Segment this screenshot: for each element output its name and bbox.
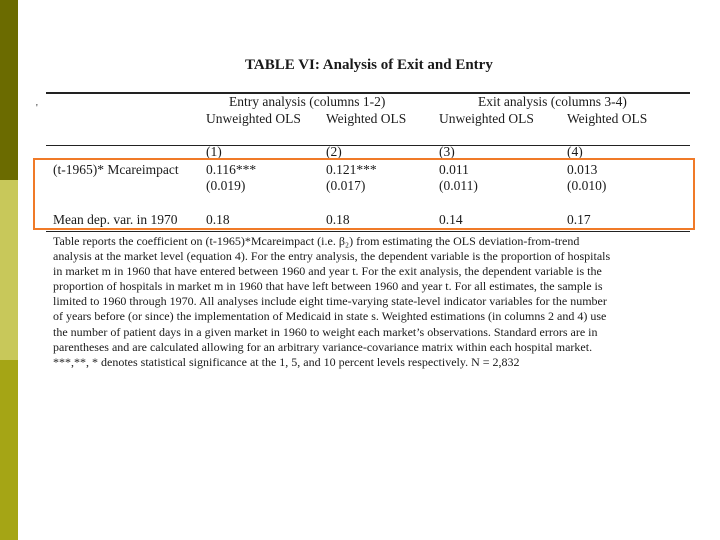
table-cell: 0.116*** — [206, 162, 257, 177]
table-cell: 0.18 — [326, 212, 350, 227]
note-line: analysis at the market level (equation 4). For the entry analysis, the dependent variable is the proportion of hospitals — [53, 249, 611, 264]
sidebar-band-top — [0, 0, 18, 180]
note-line: limited to 1960 through 1970. All analyses include eight time-varying state-level indicator variables for the number — [53, 294, 607, 309]
note-line: proportion of hospitals in market m in 1960 that have left between 1960 and year t. For all estimates, the sample is — [53, 279, 603, 294]
note-line: ***,**, * denotes statistical significance at the 1, 5, and 10 percent levels respectively. N = 2,832 — [53, 354, 520, 369]
group-header-exit: Exit analysis (columns 3-4) — [478, 94, 627, 109]
note-line: of years before (or since) the implementation of Medicaid in state s. Weighted estimations (in columns 2 and 4) use — [53, 309, 607, 324]
row-label-mcareimpact: (t-1965)* Mcareimpact — [53, 162, 179, 177]
table-title: TABLE VI: Analysis of Exit and Entry — [245, 57, 493, 73]
group-header-entry: Entry analysis (columns 1-2) — [229, 94, 386, 109]
note-line: the number of patient days in a given market in 1960 to weight each market’s observations. Standard errors are in — [53, 324, 598, 339]
column-header-2: Weighted OLS — [326, 111, 407, 126]
sidebar-band-bottom — [0, 360, 18, 540]
stray-mark: ' — [36, 103, 38, 114]
table-cell: (0.011) — [439, 178, 478, 193]
column-number-2: (2) — [326, 144, 342, 159]
column-header-4: Weighted OLS — [567, 111, 648, 126]
column-number-1: (1) — [206, 144, 222, 159]
row-label-mean-dep-var: Mean dep. var. in 1970 — [53, 212, 178, 227]
column-header-1: Unweighted OLS — [206, 111, 301, 126]
table-cell: 0.17 — [567, 212, 591, 227]
table-notes — [53, 234, 685, 370]
table-cell: 0.013 — [567, 162, 598, 177]
table-cell: 0.18 — [206, 212, 230, 227]
sidebar-band-middle — [0, 180, 18, 360]
column-number-4: (4) — [567, 144, 583, 159]
highlight-box — [33, 158, 695, 230]
table-cell: 0.14 — [439, 212, 463, 227]
table-bottom-rule — [46, 231, 690, 232]
table-cell: (0.010) — [567, 178, 607, 193]
note-line: parentheses and are calculated allowing for an arbitrary variance-covariance matrix within each hospital market. — [53, 339, 593, 354]
table-cell: 0.011 — [439, 162, 469, 177]
header-rule — [46, 145, 690, 146]
table-cell: (0.019) — [206, 178, 246, 193]
column-number-3: (3) — [439, 144, 455, 159]
note-line: in market m in 1960 that have entered between 1960 and year t. For the exit analysis, the dependent variable is the — [53, 264, 602, 279]
note-line: Table reports the coefficient on (t-1965)*Mcareimpact (i.e. β₂) from estimating the OLS deviation-from-trend — [53, 234, 580, 248]
table-cell: 0.121*** — [326, 162, 377, 177]
table-cell: (0.017) — [326, 178, 366, 193]
column-header-3: Unweighted OLS — [439, 111, 534, 126]
